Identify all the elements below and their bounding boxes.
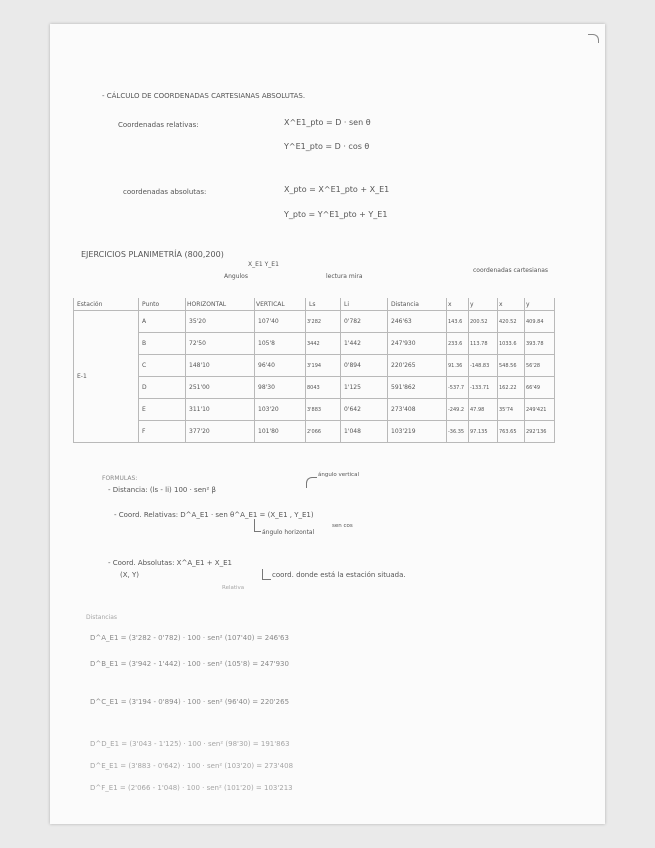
point-cell: F [139,421,186,443]
distance-cell: 246'63 [388,311,447,333]
header-point: Punto [139,298,186,311]
table-header-row [74,298,555,311]
relative-note: Relativa [222,585,245,591]
horizontal-angle-note: ángulo horizontal [262,529,315,536]
li-cell: 1'125 [341,377,388,399]
rel-y-cell: 200.52 [469,311,498,333]
section-heading: - CÁLCULO DE COORDENADAS CARTESIANAS ABSOLUTAS. [102,92,306,100]
header-station: Estación [74,298,139,311]
abs-y-cell: 393.78 [525,333,555,355]
vertical-cell: 101'80 [255,421,306,443]
point-cell: E [139,399,186,421]
distance-line-f: D^F_E1 = (2'066 - 1'048) · 100 · sen² (101'20) = 103'213 [90,784,293,792]
li-cell: 0'782 [341,311,388,333]
abs-y-cell: 292'136 [525,421,555,443]
ls-cell: 3442 [306,333,341,355]
table-row [74,333,555,355]
table-row [74,311,555,333]
abs-x-cell: 763.65 [498,421,525,443]
distance-formula: - Distancia: (ls - li) 100 · sen² β [108,486,216,494]
header-ls: Ls [306,298,341,311]
point-cell: A [139,311,186,333]
distance-cell: 591'862 [388,377,447,399]
li-cell: 1'048 [341,421,388,443]
abs-x-cell: 1033.6 [498,333,525,355]
station-coords-label: X_E1 Y_E1 [248,261,279,268]
abs-x-cell: 548.56 [498,355,525,377]
point-cell: C [139,355,186,377]
rel-x-cell: -537.7 [447,377,469,399]
header-abs-y: y [525,298,555,311]
distance-line-b: D^B_E1 = (3'942 - 1'442) · 100 · sen² (105'8) = 247'930 [90,660,289,668]
distance-line-e: D^E_E1 = (3'883 - 0'642) · 100 · sen² (103'20) = 273'408 [90,762,294,770]
distance-cell: 247'930 [388,333,447,355]
horizontal-cell: 311'10 [186,399,255,421]
table-row [74,377,555,399]
relative-formula: - Coord. Relativas: D^A_E1 · sen θ^A_E1 = (X_E1 , Y_E1) [114,511,314,519]
distance-cell: 103'219 [388,421,447,443]
abs-x-cell: 162.22 [498,377,525,399]
horizontal-note-arrow [254,519,261,532]
relative-coords-label: Coordenadas relativas: [118,121,199,129]
relative-sin-cos: sen cos [332,523,353,529]
ls-cell: 3'282 [306,311,341,333]
distance-line-a: D^A_E1 = (3'282 - 0'782) · 100 · sen² (107'40) = 246'63 [90,634,289,642]
distances-label: Distancias [86,614,118,621]
station-note-arrow [262,569,271,580]
table-row [74,421,555,443]
rel-y-cell: 113.78 [469,333,498,355]
relative-x-formula: X^E1_pto = D · sen θ [284,118,371,127]
relative-y-formula: Y^E1_pto = D · cos θ [284,142,370,151]
formulas-label: FORMULAS: [102,475,138,482]
header-abs-x: x [498,298,525,311]
header-rel-x: x [447,298,469,311]
vertical-angle-note: ángulo vertical [318,472,359,478]
rel-x-cell: -249.2 [447,399,469,421]
point-cell: D [139,377,186,399]
exercise-title: EJERCICIOS PLANIMETRÍA (800,200) [81,250,224,259]
angles-label: Angulos [224,273,248,280]
xy-label: (X, Y) [120,571,139,579]
absolute-y-formula: Y_pto = Y^E1_pto + Y_E1 [284,210,388,219]
horizontal-cell: 377'20 [186,421,255,443]
rel-x-cell: 91.36 [447,355,469,377]
vertical-cell: 103'20 [255,399,306,421]
ls-cell: 3'883 [306,399,341,421]
table-row [74,399,555,421]
distance-line-d: D^D_E1 = (3'043 - 1'125) · 100 · sen² (98'30) = 191'863 [90,740,290,748]
ls-cell: 2'066 [306,421,341,443]
header-horizontal: HORIZONTAL [186,298,255,311]
horizontal-cell: 35'20 [186,311,255,333]
header-vertical: VERTICAL [255,298,306,311]
rel-y-cell: -148.83 [469,355,498,377]
li-cell: 0'642 [341,399,388,421]
header-rel-y: y [469,298,498,311]
li-cell: 0'894 [341,355,388,377]
distance-cell: 220'265 [388,355,447,377]
vertical-cell: 98'30 [255,377,306,399]
rel-y-cell: 47.98 [469,399,498,421]
vertical-cell: 105'8 [255,333,306,355]
rel-y-cell: -133.71 [469,377,498,399]
reading-label: lectura mira [326,273,363,280]
rel-x-cell: 233.6 [447,333,469,355]
survey-table [73,298,555,443]
absolute-coords-label: coordenadas absolutas: [123,188,207,196]
rel-x-cell: 143.6 [447,311,469,333]
horizontal-cell: 72'50 [186,333,255,355]
abs-x-cell: 35'74 [498,399,525,421]
header-distance: Distancia [388,298,447,311]
absolute-x-formula: X_pto = X^E1_pto + X_E1 [284,185,390,194]
table-row [74,355,555,377]
ls-cell: 3'194 [306,355,341,377]
absolute-formula: - Coord. Absolutas: X^A_E1 + X_E1 [108,559,232,567]
abs-x-cell: 420.52 [498,311,525,333]
notebook-page [50,24,605,824]
cartesian-label: coordenadas cartesianas [473,267,549,274]
abs-y-cell: 66'49 [525,377,555,399]
li-cell: 1'442 [341,333,388,355]
station-note: coord. donde está la estación situada. [272,571,406,579]
horizontal-cell: 148'10 [186,355,255,377]
vertical-note-arrow [306,477,317,488]
horizontal-cell: 251'00 [186,377,255,399]
vertical-cell: 107'40 [255,311,306,333]
rel-x-cell: -36.35 [447,421,469,443]
abs-y-cell: 249'421 [525,399,555,421]
ls-cell: 8043 [306,377,341,399]
point-cell: B [139,333,186,355]
station-cell: E-1 [74,311,139,443]
rel-y-cell: 97.135 [469,421,498,443]
abs-y-cell: 409.84 [525,311,555,333]
header-li: Li [341,298,388,311]
distance-line-c: D^C_E1 = (3'194 - 0'894) · 100 · sen² (96'40) = 220'265 [90,698,290,706]
vertical-cell: 96'40 [255,355,306,377]
distance-cell: 273'408 [388,399,447,421]
page-corner-curl [588,34,599,43]
abs-y-cell: 56'28 [525,355,555,377]
